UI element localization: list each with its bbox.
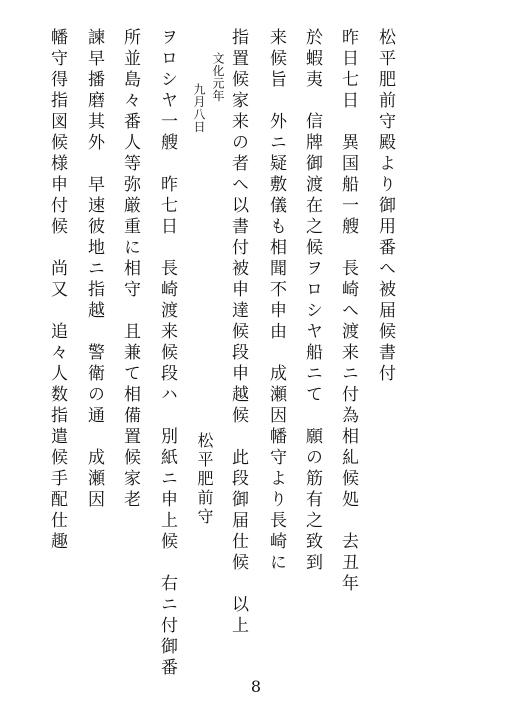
page-number: 8	[250, 677, 262, 696]
text-column-6: ヲロシヤ一艘 昨七日 長崎渡来候段ハ 別紙ニ申上候 右ニ付御番	[157, 28, 177, 679]
text-column-4: 来候旨 外ニ疑敷儀も相聞不申由 成瀬因幡守より長崎に	[266, 28, 286, 574]
date-era: 文化元年	[211, 52, 225, 102]
text-column-1: 松平肥前守殿より御用番へ被届候書付	[375, 28, 395, 385]
text-column-7: 所並島々番人等弥厳重に相守 且兼て相備置候家老	[120, 28, 140, 511]
text-column-8: 諫早播磨其外 早速彼地ニ指越 警衛の通 成瀬因	[84, 28, 104, 511]
text-column-2: 昨日七日 異国船一艘 長崎へ渡来ニ付為相糺候処 去丑年	[338, 28, 358, 595]
signature: 松平肥前守	[195, 432, 214, 527]
text-column-5: 指置候家来の者へ以書付被申達候段申越候 此段御届仕候 以上	[228, 28, 248, 637]
text-column-3: 於蝦夷 信牌御渡在之候ヲロシヤ船ニて 願の筋有之致到	[302, 28, 322, 574]
date-day: 九月八日	[192, 83, 206, 133]
text-column-9: 幡守得指図候様申付候 尚又 追々人数指遣候手配仕趣	[47, 28, 67, 553]
